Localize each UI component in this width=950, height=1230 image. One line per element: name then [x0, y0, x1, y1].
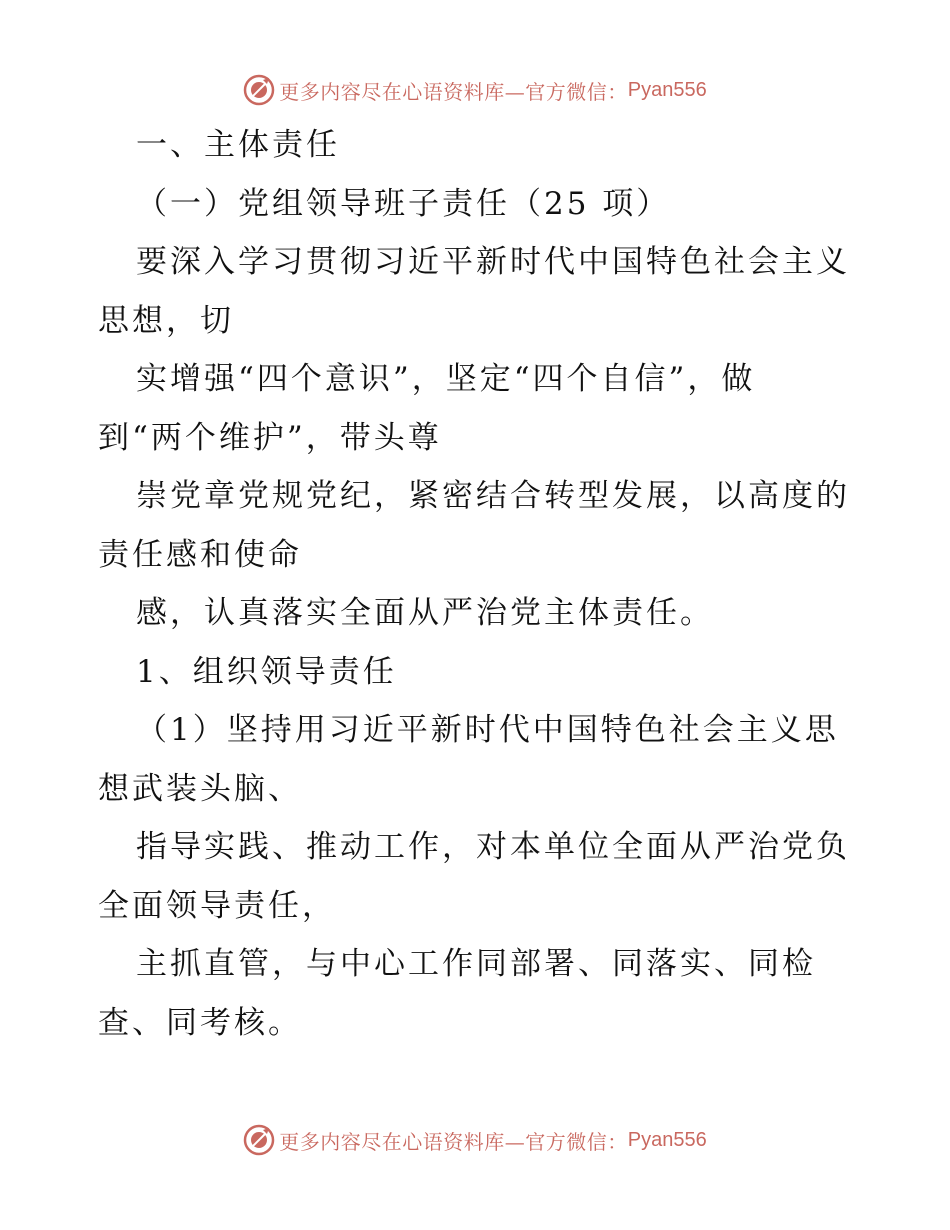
paragraph-line: 要深入学习贯彻习近平新时代中国特色社会主义: [136, 244, 850, 280]
header-wechat-id: Pyan556: [627, 78, 707, 101]
section-heading: 一、主体责任: [136, 127, 340, 163]
document-body: [98, 116, 858, 1052]
paragraph-line: 查、同考核。: [98, 1004, 302, 1041]
footer-banner: [0, 1120, 950, 1160]
paragraph-line: 感，认真落实全面从严治党主体责任。: [136, 595, 714, 631]
paragraph-line: 思想，切: [98, 302, 234, 339]
subsection-heading: （一）党组领导班子责任（25 项）: [136, 185, 671, 222]
footer-wechat-id: Pyan556: [627, 1128, 707, 1151]
footer-banner-text: 更多内容尽在心语资料库—官方微信：: [279, 1129, 628, 1154]
paragraph-line: 到“两个维护”，带头尊: [98, 419, 442, 456]
item-heading: 1、组织领导责任: [136, 653, 397, 690]
paragraph-line: 指导实践、推动工作，对本单位全面从严治党负: [136, 829, 850, 865]
paragraph-line: 全面领导责任，: [98, 887, 336, 924]
paragraph-line: 实增强“四个意识”，坚定“四个自信”，做: [136, 361, 756, 397]
logo-icon: [243, 1124, 275, 1156]
paragraph-line: （1）坚持用习近平新时代中国特色社会主义思: [136, 712, 839, 748]
header-banner: [0, 70, 950, 110]
paragraph-line: 崇党章党规党纪，紧密结合转型发展，以高度的: [136, 478, 850, 514]
logo-icon: [243, 74, 275, 106]
paragraph-line: 主抓直管，与中心工作同部署、同落实、同检: [136, 946, 816, 982]
header-banner-text: 更多内容尽在心语资料库—官方微信：: [279, 79, 628, 104]
paragraph-line: 责任感和使命: [98, 536, 302, 573]
paragraph-line: 想武装头脑、: [98, 770, 302, 807]
